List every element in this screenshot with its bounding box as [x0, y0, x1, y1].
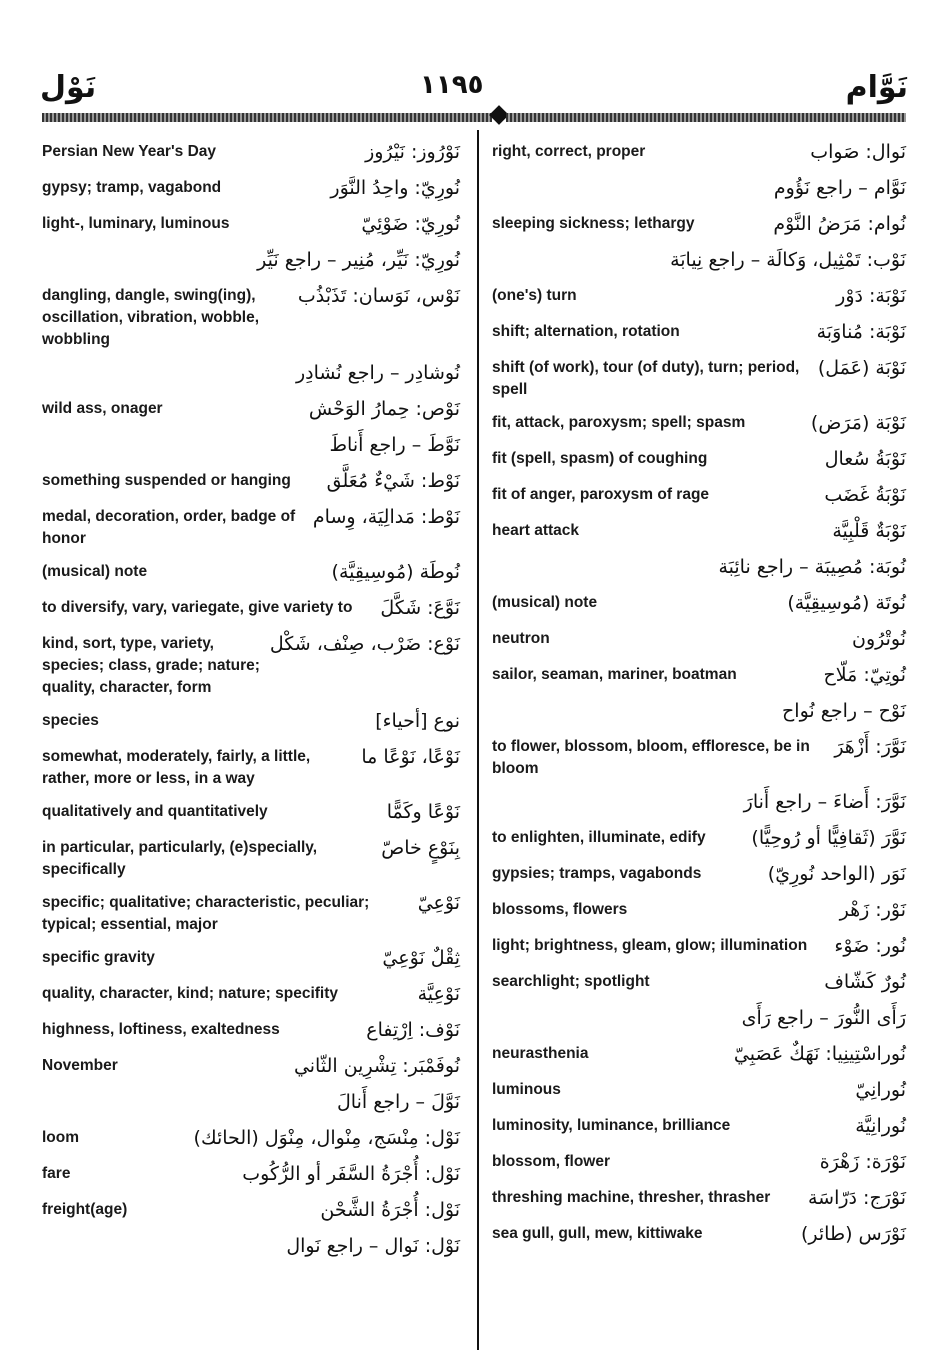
entry-english: wild ass, onager [42, 400, 163, 417]
entry-english: qualitatively and quantitatively [42, 803, 268, 820]
entry-english: (musical) note [42, 563, 148, 580]
entry-arabic: نَوْرُوز: نَيْرُوز [365, 141, 460, 163]
dictionary-entry [492, 1112, 906, 1140]
dictionary-entry [42, 707, 460, 735]
dictionary-entry [492, 625, 906, 653]
guide-word-right: نَوَّام [845, 70, 908, 105]
entry-english: fit (spell, spasm) of coughing [492, 450, 708, 467]
entry-english: quality, character, kind; nature; specifity [42, 985, 339, 1002]
dictionary-entry [42, 558, 460, 586]
dictionary-entry [42, 395, 460, 423]
dictionary-entry [42, 944, 460, 972]
dictionary-entry [42, 282, 460, 351]
right-column [492, 138, 906, 1256]
entry-english: fare [42, 1165, 71, 1182]
dictionary-entry [42, 743, 460, 790]
entry-arabic: نَوَّلَ – راجع أَنالَ [337, 1091, 460, 1113]
entry-arabic: نَوْبَةُ سُعال [824, 448, 906, 470]
entry-english: to enlighten, illuminate, edify [492, 829, 706, 846]
dictionary-entry [42, 1016, 460, 1044]
dictionary-entry [42, 1052, 460, 1080]
entry-english: blossoms, flowers [492, 901, 628, 918]
entry-english: neutron [492, 630, 550, 647]
dictionary-entry [42, 630, 460, 699]
entry-english: right, correct, proper [492, 143, 646, 160]
dictionary-entry [492, 553, 906, 581]
header-rule-right [506, 113, 906, 122]
dictionary-entry [492, 824, 906, 852]
entry-english: somewhat, moderately, fairly, a little, rather, more or less, in a way [42, 748, 311, 787]
entry-english: something suspended or hanging [42, 472, 291, 489]
entry-english: freight(age) [42, 1201, 128, 1218]
dictionary-entry [492, 517, 906, 545]
entry-english: loom [42, 1129, 80, 1146]
dictionary-entry [42, 359, 460, 387]
entry-arabic: نُور: ضَوْء [834, 935, 906, 957]
entry-arabic: نَوْب: تَمْثِيل، وَكالَة – راجع نِيابَة [670, 249, 906, 271]
entry-arabic: نُورانِيّ [855, 1079, 906, 1101]
entry-arabic: نَوْبَةُ غَضَب [824, 484, 906, 506]
entry-arabic: نَوَّرَ: أَزْهَرَ [834, 736, 906, 758]
entry-arabic: نَوْبَةٌ قَلْبِيَّة [832, 520, 906, 542]
entry-english: light-, luminary, luminous [42, 215, 230, 232]
dictionary-entry [492, 860, 906, 888]
page-number: ١١٩٥ [420, 70, 484, 100]
entry-arabic: نُورِيّ: ضَوْئِيّ [361, 213, 460, 235]
entry-arabic: نَوْرَج: دَرّاسَة [807, 1187, 906, 1209]
dictionary-entry [42, 1088, 460, 1116]
dictionary-entry [492, 932, 906, 960]
entry-english: neurasthenia [492, 1045, 589, 1062]
dictionary-entry [492, 788, 906, 816]
entry-english: specific gravity [42, 949, 155, 966]
entry-arabic: نَوَّرَ: أَضاءَ – راجع أَنارَ [743, 791, 906, 813]
entry-english: fit of anger, paroxysm of rage [492, 486, 710, 503]
entry-english: November [42, 1057, 118, 1074]
entry-english: sailor, seaman, mariner, boatman [492, 666, 737, 683]
column-divider [477, 130, 479, 1350]
dictionary-entry [492, 246, 906, 274]
dictionary-entry [42, 138, 460, 166]
dictionary-entry [42, 834, 460, 881]
entry-arabic: نَوْل: أُجْرَةُ الشَّحْن [320, 1199, 460, 1221]
entry-english: to flower, blossom, bloom, effloresce, be in bloom [492, 738, 810, 777]
entry-arabic: نَوْعًا وكَمًّا [386, 801, 460, 823]
entry-english: in particular, particularly, (e)specially, specifically [42, 839, 318, 878]
entry-arabic: نَوال: صَواب [810, 141, 906, 163]
entry-arabic: نُوام: مَرَضُ النَّوْم [773, 213, 906, 235]
entry-arabic: نُورانِيَّة [855, 1115, 906, 1137]
entry-arabic: نَوَّعَ: شَكَّلَ [380, 597, 460, 619]
dictionary-entry [42, 889, 460, 936]
entry-arabic: نُوشادِر – راجع نُشادِر [295, 362, 460, 384]
page-header [0, 70, 936, 110]
entry-arabic: نُورِيّ: نَيِّر، مُنِير – راجع نَيِّر [257, 249, 460, 271]
entry-english: specific; qualitative; characteristic, peculiar; typical; essential, major [42, 894, 370, 933]
dictionary-entry [492, 1220, 906, 1248]
dictionary-entry [42, 503, 460, 550]
entry-arabic: نَوْح – راجع نُواح [782, 700, 906, 722]
entry-arabic: نَوْعِيّ [417, 892, 460, 914]
dictionary-entry [492, 589, 906, 617]
dictionary-entry [492, 733, 906, 780]
entry-arabic: نُوتِيّ: مَلّاح [823, 664, 906, 686]
dictionary-entry [492, 409, 906, 437]
dictionary-entry [492, 1004, 906, 1032]
dictionary-entry [492, 138, 906, 166]
entry-arabic: نُورٌ كَشّاف [824, 971, 906, 993]
entry-english: medal, decoration, order, badge of honor [42, 508, 296, 547]
entry-arabic: نَوْع: ضَرْب، صِنْف، شَكْل [269, 633, 460, 655]
dictionary-entry [492, 318, 906, 346]
entry-arabic: نُوبَة: مُصِيبَة – راجع نائِبَة [718, 556, 906, 578]
entry-arabic: رَأَى النُّورَ – راجع رَأَى [741, 1007, 906, 1029]
entry-arabic: نَوْبَة (مَرَض) [810, 412, 906, 434]
guide-word-left: نَوْل [40, 70, 97, 105]
entry-arabic: نَوْل: مِنْسَج، مِنْوال، مِنْوَل (الحائك) [193, 1127, 460, 1149]
dictionary-entry [42, 431, 460, 459]
entry-arabic: ثِقْلٌ نَوْعِيّ [382, 947, 460, 969]
entry-english: light; brightness, gleam, glow; illumination [492, 937, 808, 954]
entry-arabic: نَوَّطَ – راجع أَناطَ [329, 434, 460, 456]
entry-english: blossom, flower [492, 1153, 610, 1170]
dictionary-entry [42, 798, 460, 826]
entry-arabic: نَوْبَة: مُناوَبَة [816, 321, 906, 343]
entry-english: fit, attack, paroxysm; spell; spasm [492, 414, 746, 431]
dictionary-entry [492, 697, 906, 725]
entry-english: threshing machine, thresher, thrasher [492, 1189, 771, 1206]
dictionary-entry [492, 445, 906, 473]
entry-english: shift (of work), tour (of duty), turn; period, spell [492, 359, 800, 398]
entry-arabic: نَوْف: اِرْتِفاع [366, 1019, 460, 1041]
entry-arabic: نَوْس، نَوَسان: تَذَبْذُب [297, 285, 460, 307]
dictionary-entry [492, 896, 906, 924]
entry-arabic: نَوْرَس (طائر) [800, 1223, 906, 1245]
header-rule-left [42, 113, 492, 122]
entry-english: sea gull, gull, mew, kittiwake [492, 1225, 703, 1242]
dictionary-entry [492, 282, 906, 310]
dictionary-entry [42, 980, 460, 1008]
entry-english: (musical) note [492, 594, 598, 611]
entry-arabic: نُوراسْتِينِيا: نَهَكٌ عَصَبِيّ [733, 1043, 906, 1065]
entry-english: to diversify, vary, variegate, give variety to [42, 599, 353, 616]
entry-arabic: نَوْل: نَوال – راجع نَوال [286, 1235, 460, 1257]
entry-arabic: نَوَّرَ (ثَقافِيًّا أو رُوحِيًّا) [751, 827, 906, 849]
entry-english: shift; alternation, rotation [492, 323, 680, 340]
dictionary-entry [492, 210, 906, 238]
dictionary-entry [492, 661, 906, 689]
dictionary-entry [42, 594, 460, 622]
entry-arabic: نَوْرَة: زَهْرَة [819, 1151, 906, 1173]
entry-english: (one's) turn [492, 287, 577, 304]
dictionary-entry [42, 467, 460, 495]
entry-arabic: نَوْر: زَهْر [839, 899, 906, 921]
dictionary-entry [42, 174, 460, 202]
entry-arabic: نُوتَة (مُوسِيقِيَّة) [787, 592, 906, 614]
dictionary-entry [42, 210, 460, 238]
entry-english: luminous [492, 1081, 561, 1098]
entry-arabic: نَوْص: حِمارُ الوَحْش [308, 398, 460, 420]
entry-english: species [42, 712, 99, 729]
entry-english: gypsy; tramp, vagabond [42, 179, 222, 196]
entry-arabic: نُوفَمْبَر: تِشْرِين الثّاني [293, 1055, 460, 1077]
entry-arabic: نَوْط: شَيْءٌ مُعَلَّق [326, 470, 460, 492]
left-column [42, 138, 460, 1268]
entry-english: searchlight; spotlight [492, 973, 650, 990]
entry-english: sleeping sickness; lethargy [492, 215, 695, 232]
entry-english: gypsies; tramps, vagabonds [492, 865, 702, 882]
dictionary-entry [42, 246, 460, 274]
dictionary-entry [492, 354, 906, 401]
entry-english: heart attack [492, 522, 580, 539]
entry-arabic: نَوْل: أُجْرَةُ السَّفَر أو الرُّكُوب [242, 1163, 460, 1185]
entry-english: kind, sort, type, variety, species; class, grade; nature; quality, character, form [42, 635, 260, 696]
entry-english: highness, loftiness, exaltedness [42, 1021, 280, 1038]
dictionary-entry [42, 1232, 460, 1260]
entry-arabic: نَوْبَة: دَوْر [836, 285, 906, 307]
entry-arabic: نَوَر (الواحد نُورِيّ) [767, 863, 906, 885]
dictionary-entry [492, 481, 906, 509]
entry-arabic: نُورِيّ: واحِدُ النَّوَر [330, 177, 460, 199]
entry-arabic: نَوَّام – راجع نَؤُوم [773, 177, 906, 199]
dictionary-entry [42, 1160, 460, 1188]
entry-english: dangling, dangle, swing(ing), oscillation, vibration, wobble, wobbling [42, 287, 260, 348]
dictionary-entry [492, 174, 906, 202]
dictionary-entry [42, 1196, 460, 1224]
entry-arabic: نَوْط: مَدالِيَة، وِسام [312, 506, 460, 528]
entry-arabic: بِنَوْعٍ خاصّ [381, 837, 460, 859]
dictionary-entry [492, 1076, 906, 1104]
entry-arabic: نُوطَة (مُوسِيقِيَّة) [331, 561, 460, 583]
dictionary-entry [492, 968, 906, 996]
entry-arabic: نَوْبَة (عَمَل) [817, 357, 906, 379]
dictionary-entry [492, 1040, 906, 1068]
dictionary-entry [492, 1148, 906, 1176]
entry-arabic: نَوْعًا، نَوْعًا ما [361, 746, 460, 768]
entry-arabic: نُوتْرُون [851, 628, 906, 650]
entry-arabic: نَوْعِيَّة [417, 983, 460, 1005]
dictionary-entry [492, 1184, 906, 1212]
entry-english: luminosity, luminance, brilliance [492, 1117, 731, 1134]
dictionary-entry [42, 1124, 460, 1152]
entry-english: Persian New Year's Day [42, 143, 217, 160]
entry-arabic: نوع [أحياء] [375, 710, 460, 732]
